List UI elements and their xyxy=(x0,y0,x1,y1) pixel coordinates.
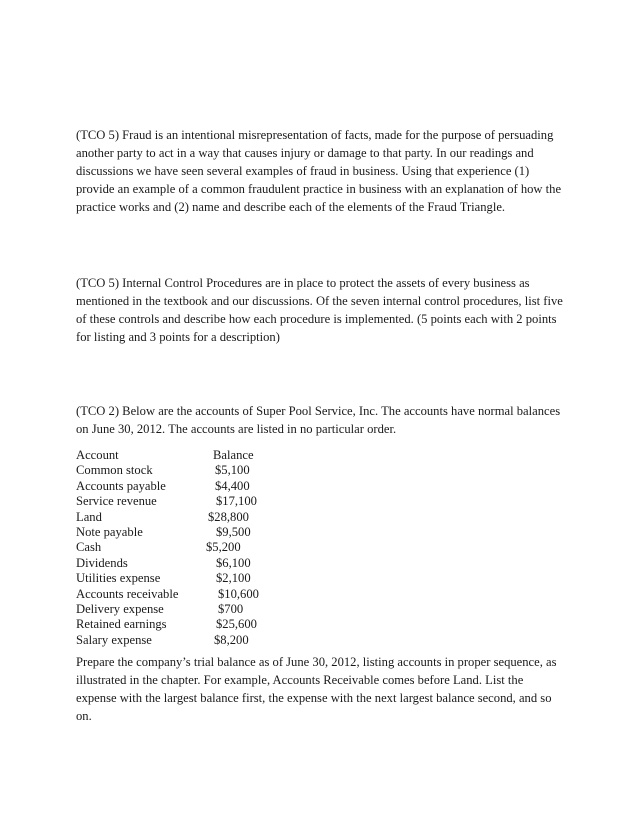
balance-column-header: Balance xyxy=(213,448,254,462)
account-name: Delivery expense xyxy=(76,601,164,616)
table-row xyxy=(76,540,396,555)
table-row xyxy=(76,617,396,632)
account-balance: $8,200 xyxy=(214,632,249,647)
text-line: for listing and 3 points for a description) xyxy=(76,330,280,344)
text-line: illustrated in the chapter. For example, Accounts Receivable comes before Land. List the xyxy=(76,673,524,687)
text-line: practice works and (2) name and describe each of the elements of the Fraud Triangle. xyxy=(76,200,506,214)
text-line: (TCO 5) Fraud is an intentional misrepresentation of facts, made for the purpose of persuading xyxy=(76,128,554,142)
account-balance: $25,600 xyxy=(216,617,257,632)
text-line: of these controls and describe how each procedure is implemented. (5 points each with 2 points xyxy=(76,312,557,326)
account-balance: $17,100 xyxy=(216,494,257,509)
table-row xyxy=(76,633,396,648)
account-balance: $700 xyxy=(218,601,244,616)
account-column-header: Account xyxy=(76,448,119,462)
question-internal-control xyxy=(76,274,566,346)
account-name: Common stock xyxy=(76,463,153,478)
accounts-table xyxy=(76,448,396,648)
account-balance: $4,400 xyxy=(215,478,250,493)
account-balance: $5,200 xyxy=(206,540,241,555)
account-name: Utilities expense xyxy=(76,571,161,586)
question-fraud xyxy=(76,126,566,216)
table-row xyxy=(76,602,396,617)
table-row xyxy=(76,494,396,509)
text-line: Prepare the company’s trial balance as of June 30, 2012, listing accounts in proper sequence, as xyxy=(76,655,557,669)
text-line: discussions we have seen several examples of fraud in business. Using that experience (1) xyxy=(76,164,530,178)
account-balance: $5,100 xyxy=(215,463,250,478)
table-row xyxy=(76,525,396,540)
account-name: Cash xyxy=(76,540,102,555)
trial-balance-instructions xyxy=(76,653,566,725)
table-row xyxy=(76,463,396,478)
account-name: Retained earnings xyxy=(76,617,167,632)
text-line: mentioned in the textbook and our discussions. Of the seven internal control procedures, list five xyxy=(76,294,563,308)
account-balance: $10,600 xyxy=(218,586,259,601)
account-name: Dividends xyxy=(76,555,128,570)
text-line: (TCO 2) Below are the accounts of Super Pool Service, Inc. The accounts have normal balances xyxy=(76,404,561,418)
account-name: Note payable xyxy=(76,524,143,539)
account-name: Accounts receivable xyxy=(76,586,179,601)
account-balance: $9,500 xyxy=(216,524,251,539)
text-line: expense with the largest balance first, the expense with the next largest balance second, and so xyxy=(76,691,552,705)
text-line: another party to act in a way that causes injury or damage to that party. In our readings and xyxy=(76,146,534,160)
text-line: provide an example of a common fraudulent practice in business with an explanation of how the xyxy=(76,182,562,196)
table-row xyxy=(76,479,396,494)
table-row xyxy=(76,587,396,602)
table-header-row xyxy=(76,448,396,463)
account-name: Salary expense xyxy=(76,632,152,647)
question-accounts-intro xyxy=(76,402,566,438)
account-name: Service revenue xyxy=(76,494,157,509)
text-line: (TCO 5) Internal Control Procedures are in place to protect the assets of every business as xyxy=(76,276,530,290)
account-balance: $6,100 xyxy=(216,555,251,570)
text-line: on. xyxy=(76,709,92,723)
account-balance: $2,100 xyxy=(216,571,251,586)
table-row xyxy=(76,510,396,525)
table-row xyxy=(76,571,396,586)
account-name: Accounts payable xyxy=(76,478,166,493)
account-name: Land xyxy=(76,509,102,524)
account-balance: $28,800 xyxy=(208,509,249,524)
table-row xyxy=(76,556,396,571)
text-line: on June 30, 2012. The accounts are listed in no particular order. xyxy=(76,422,397,436)
